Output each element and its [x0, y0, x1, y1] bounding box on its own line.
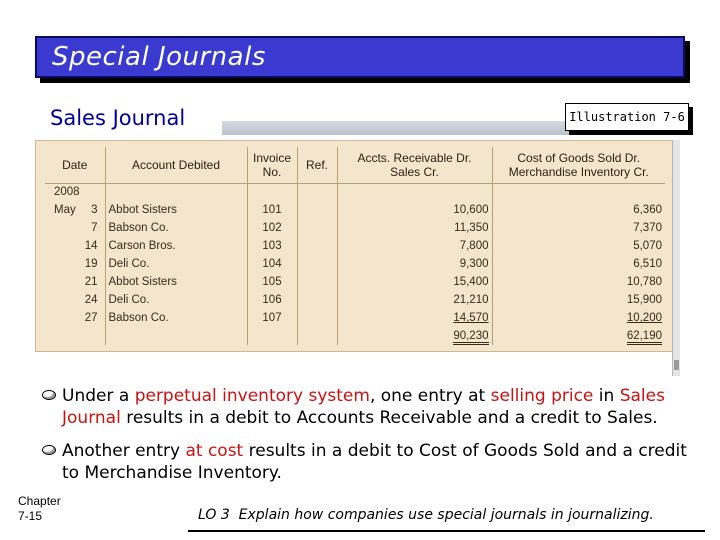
header-cogs	[492, 147, 665, 183]
cogs-total-cell	[492, 327, 665, 345]
ref-cell	[297, 309, 337, 327]
day: 14	[84, 240, 98, 252]
bullet2-highlight1: at cost	[185, 441, 244, 461]
lo-text: Explain how companies use special journals in journalizing.	[238, 507, 654, 523]
day: 19	[84, 258, 98, 270]
cogs-cell: 10,780	[626, 276, 662, 288]
account-cell: Deli Co.	[105, 291, 247, 309]
header-invoice-line1: Invoice	[252, 150, 292, 165]
cogs-cell: 15,900	[626, 294, 662, 306]
invoice-cell: 107	[247, 309, 297, 327]
header-account: Account Debited	[105, 147, 247, 183]
lo-tag: LO 3	[198, 507, 230, 523]
sales-journal-table	[45, 147, 665, 345]
table-row-totals	[45, 327, 665, 345]
scrollbar[interactable]	[672, 140, 680, 376]
header-invoice-line2: No.	[262, 164, 282, 179]
cogs-cell: 5,070	[633, 240, 662, 252]
sales-journal-panel	[35, 140, 678, 352]
ref-cell	[297, 237, 337, 255]
invoice-cell: 104	[247, 255, 297, 273]
cogs-total: 62,190	[627, 330, 662, 345]
table-row	[45, 219, 665, 237]
table-row-year	[45, 183, 665, 201]
invoice-cell: 102	[247, 219, 297, 237]
bullet1-highlight3: Sales Journal	[62, 386, 665, 428]
invoice-cell: 105	[247, 273, 297, 291]
ref-cell	[297, 273, 337, 291]
header-ar	[337, 147, 492, 183]
cogs-cell: 6,360	[633, 204, 662, 216]
table-row	[45, 255, 665, 273]
ar-cell: 9,300	[337, 255, 492, 273]
chapter-line1: Chapter	[18, 494, 61, 508]
header-bar	[222, 121, 570, 135]
ref-cell	[297, 291, 337, 309]
ar-total-cell	[337, 327, 492, 345]
day: 24	[84, 294, 98, 306]
title-banner	[35, 36, 685, 78]
bullet-icon	[42, 390, 56, 400]
bullet1-part2: , one entry at	[369, 386, 491, 406]
cogs-cell: 7,370	[633, 222, 662, 234]
table-row	[45, 201, 665, 219]
month: May	[54, 204, 76, 216]
header-ref: Ref.	[297, 147, 337, 183]
ar-total: 90,230	[453, 330, 488, 345]
ref-cell	[297, 201, 337, 219]
bullet1-highlight2: selling price	[490, 386, 594, 406]
table-row	[45, 291, 665, 309]
header-invoice	[247, 147, 297, 183]
account-cell: Deli Co.	[105, 255, 247, 273]
header-cogs-line2: Merchandise Inventory Cr.	[508, 164, 649, 179]
ref-cell	[297, 255, 337, 273]
bullet-text-2	[62, 440, 702, 484]
header-date: Date	[45, 147, 105, 183]
bullet1-highlight1: perpetual inventory system	[134, 386, 370, 406]
bullet-text-1	[62, 385, 702, 429]
date-cell	[45, 219, 105, 237]
footer-divider	[188, 530, 705, 532]
cogs-cell: 6,510	[633, 258, 662, 270]
cogs-last-value: 10,200	[626, 312, 662, 324]
table-header-row	[45, 147, 665, 183]
year-label: 2008	[54, 186, 80, 199]
day: 21	[84, 276, 98, 288]
ar-cell: 21,210	[337, 291, 492, 309]
account-cell: Abbot Sisters	[105, 273, 247, 291]
header-ar-line1: Accts. Receivable Dr.	[357, 150, 472, 165]
invoice-cell: 106	[247, 291, 297, 309]
ar-cell: 15,400	[337, 273, 492, 291]
chapter-line2: 7-15	[18, 509, 43, 523]
bullet1-part3: in	[593, 386, 620, 406]
bullet-icon	[42, 445, 56, 455]
ar-cell: 7,800	[337, 237, 492, 255]
account-cell: Abbot Sisters	[105, 201, 247, 219]
table-row	[45, 237, 665, 255]
illustration-label: Illustration 7-6	[565, 103, 689, 131]
ref-cell	[297, 219, 337, 237]
learning-objective	[198, 507, 654, 523]
account-cell: Babson Co.	[105, 309, 247, 327]
table-row	[45, 273, 665, 291]
year-cell	[45, 183, 105, 201]
bullet2-part2: results in a debit to Cost of Goods Sold and a credit to Merchandise Inventory.	[62, 441, 687, 483]
account-cell: Carson Bros.	[105, 237, 247, 255]
date-cell	[45, 291, 105, 309]
account-cell: Babson Co.	[105, 219, 247, 237]
day: 27	[84, 312, 98, 324]
ar-last-value: 14,570	[453, 312, 489, 324]
header-cogs-line1: Cost of Goods Sold Dr.	[517, 150, 641, 165]
bullet1-part1: Under a	[62, 386, 135, 406]
bullet2-part1: Another entry	[62, 441, 186, 461]
header-ar-line2: Sales Cr.	[390, 164, 439, 179]
ar-cell	[337, 309, 492, 327]
bullet1-part4: results in a debit to Accounts Receivable and a credit to Sales.	[120, 408, 658, 428]
cogs-cell	[492, 309, 665, 327]
date-cell	[45, 309, 105, 327]
date-cell	[45, 237, 105, 255]
table-row	[45, 309, 665, 327]
day: 7	[91, 222, 98, 234]
date-cell	[45, 255, 105, 273]
slide-title: Special Journals	[52, 42, 266, 72]
date-cell	[45, 201, 105, 219]
day: 3	[91, 204, 98, 216]
chapter-label	[18, 494, 61, 524]
ar-cell: 11,350	[337, 219, 492, 237]
date-cell	[45, 273, 105, 291]
invoice-cell: 101	[247, 201, 297, 219]
invoice-cell: 103	[247, 237, 297, 255]
ar-cell: 10,600	[337, 201, 492, 219]
slide-subtitle: Sales Journal	[50, 106, 186, 130]
